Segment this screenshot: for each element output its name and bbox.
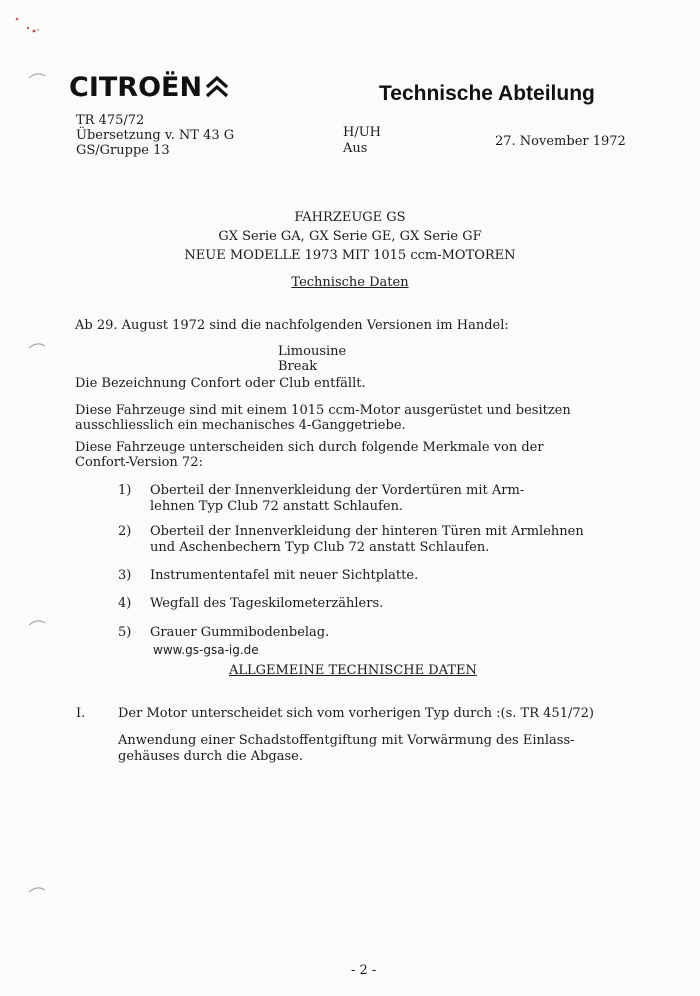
section-number: I. <box>76 706 86 721</box>
list-item: Wegfall des Tageskilometerzählers. <box>150 596 384 611</box>
title-line: GX Serie GA, GX Serie GE, GX Serie GF <box>218 229 482 244</box>
list-item <box>150 524 584 556</box>
scan-mark <box>28 340 46 350</box>
reference-line: TR 475/72 <box>76 113 145 128</box>
scan-mark <box>28 617 46 627</box>
citroen-logo <box>69 72 229 106</box>
paragraph-line: Diese Fahrzeuge sind mit einem 1015 ccm-Motor ausgerüstet und besitzen <box>75 403 571 418</box>
list-number: 4) <box>118 596 132 611</box>
list-item <box>150 483 524 515</box>
section-paragraph <box>118 733 575 765</box>
double-chevron-icon <box>205 73 229 99</box>
document-date: 27. November 1972 <box>495 134 626 149</box>
reference-line: GS/Gruppe 13 <box>76 143 170 158</box>
scan-mark <box>28 70 46 80</box>
department-title: Technische Abteilung <box>379 82 595 105</box>
intro-text: Ab 29. August 1972 sind die nachfolgenden Versionen im Handel: <box>75 318 509 333</box>
page-number: - 2 - <box>351 963 377 978</box>
list-item-line: Oberteil der Innenverkleidung der hinteren Türen mit Armlehnen <box>150 524 584 539</box>
paragraph-line: Diese Fahrzeuge unterscheiden sich durch folgende Merkmale von der <box>75 440 544 455</box>
reference-line: Übersetzung v. NT 43 G <box>76 128 235 143</box>
version-item: Break <box>278 359 318 374</box>
list-item: Instrumententafel mit neuer Sichtplatte. <box>150 568 419 583</box>
paragraph-line: Confort-Version 72: <box>75 455 203 470</box>
section-heading: ALLGEMEINE TECHNISCHE DATEN <box>229 663 477 678</box>
list-item-line: Oberteil der Innenverkleidung der Vordertüren mit Arm- <box>150 483 525 498</box>
paragraph-line: ausschliesslich ein mechanisches 4-Ganggetriebe. <box>75 418 406 433</box>
paragraph <box>75 403 571 433</box>
list-number: 2) <box>118 524 132 539</box>
title-line: NEUE MODELLE 1973 MIT 1015 ccm-MOTOREN <box>184 248 516 263</box>
version-list <box>278 344 346 374</box>
list-number: 3) <box>118 568 132 583</box>
initials-line: H/UH <box>343 125 382 140</box>
initials-line: Aus <box>343 141 368 156</box>
subtitle: Technische Daten <box>291 275 409 290</box>
initials-block <box>343 125 381 157</box>
list-number: 1) <box>118 483 132 498</box>
version-item: Limousine <box>278 344 347 359</box>
scan-mark <box>28 884 46 894</box>
paragraph-line: gehäuses durch die Abgase. <box>118 749 303 764</box>
list-number: 5) <box>118 625 132 640</box>
reference-block <box>76 113 234 158</box>
list-item-line: und Aschenbechern Typ Club 72 anstatt Schlaufen. <box>150 540 490 555</box>
ink-speck <box>14 16 44 38</box>
website-watermark: www.gs-gsa-ig.de <box>153 643 259 657</box>
section-line: Der Motor unterscheidet sich vom vorherigen Typ durch :(s. TR 451/72) <box>118 706 594 721</box>
logo-wordmark: CITROËN <box>69 72 203 103</box>
list-item-line: lehnen Typ Club 72 anstatt Schlaufen. <box>150 499 404 514</box>
paragraph-line: Anwendung einer Schadstoffentgiftung mit Vorwärmung des Einlass- <box>118 733 575 748</box>
title-line: FAHRZEUGE GS <box>294 210 406 225</box>
list-item: Grauer Gummibodenbelag. <box>150 625 330 640</box>
paragraph: Die Bezeichnung Confort oder Club entfällt. <box>75 376 366 391</box>
paragraph <box>75 440 544 470</box>
